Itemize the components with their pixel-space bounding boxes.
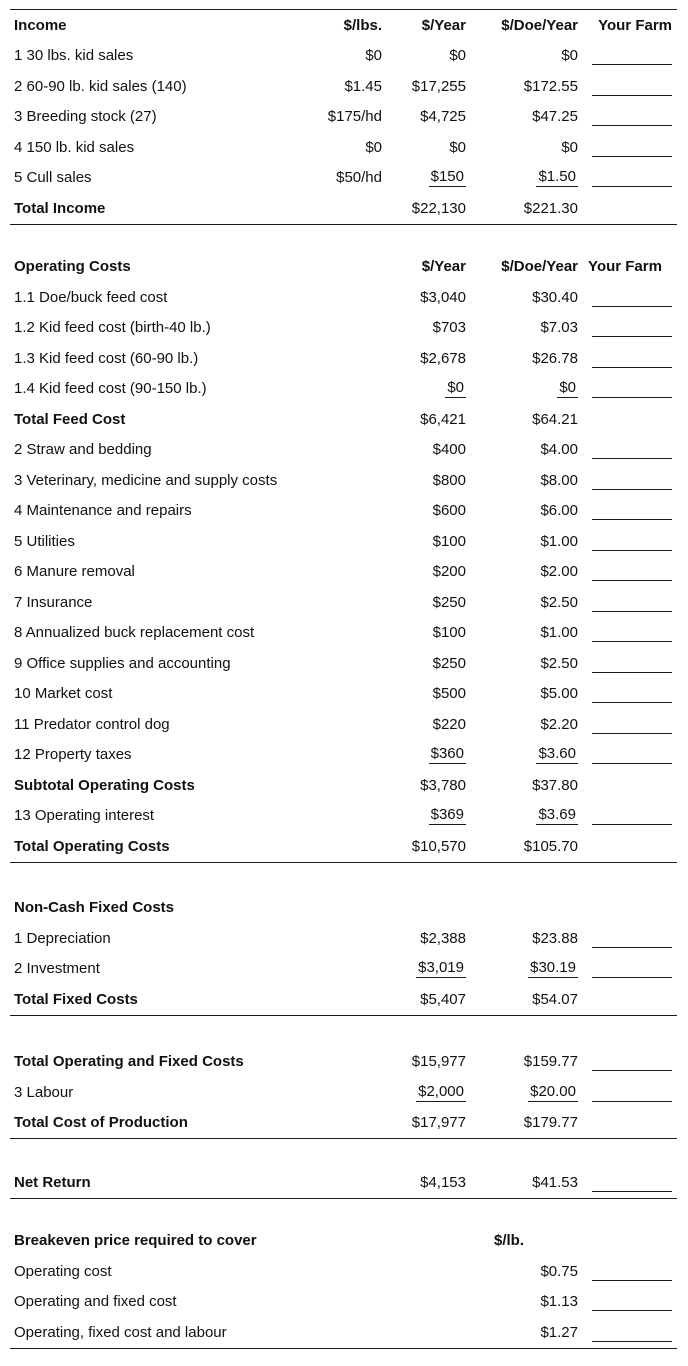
per-year-value [382, 745, 466, 764]
your-farm-blank-line [592, 1280, 672, 1281]
row-label: 1 Depreciation [14, 929, 111, 947]
per-year-value: $2,388 [420, 929, 466, 947]
per-doe-year-value: $7.03 [540, 319, 578, 337]
your-farm-cell [578, 496, 672, 527]
your-farm-cell [578, 618, 672, 649]
row-label: 1.1 Doe/buck feed cost [14, 288, 168, 306]
row-label: 1.3 Kid feed cost (60-90 lb.) [14, 349, 199, 367]
per-doe-year-value [466, 959, 578, 978]
per-doe-year-value: $2.00 [540, 563, 578, 581]
table-row [14, 102, 672, 133]
table-row [14, 1317, 672, 1348]
your-farm-cell [578, 1047, 672, 1078]
your-farm-cell [578, 374, 672, 405]
non-cash-fixed-costs-section [0, 893, 688, 1015]
your-farm-cell [578, 1108, 672, 1139]
table-row [14, 923, 672, 954]
per-doe-year-value: $41.53 [532, 1173, 578, 1191]
per-doe-year-value [466, 168, 578, 187]
per-doe-year-value: $2.20 [540, 715, 578, 733]
row-label: 13 Operating interest [14, 807, 155, 825]
per-lb-value: $50/hd [336, 169, 382, 187]
your-farm-cell [578, 557, 672, 588]
per-lb-value: $0 [365, 138, 382, 156]
per-year-value [382, 379, 466, 398]
row-label: Total Operating Costs [14, 837, 170, 855]
per-year-value: $200 [432, 563, 466, 581]
underlined-value: $3,019 [418, 959, 464, 977]
per-year-value: $2,678 [420, 349, 466, 367]
per-year-value: $3,780 [420, 776, 466, 794]
underlined-value: $369 [430, 806, 464, 824]
row-label: 7 Insurance [14, 593, 93, 611]
underlined-value: $30.19 [530, 959, 576, 977]
underlined-value: $3.60 [538, 745, 576, 763]
your-farm-blank-line [592, 306, 672, 307]
per-doe-year-value: $4.00 [540, 441, 578, 459]
per-year-value: $3,040 [420, 288, 466, 306]
row-label: 3 Breeding stock (27) [14, 108, 157, 126]
row-label: Operating and fixed cost [14, 1293, 177, 1311]
table-row [14, 1256, 672, 1287]
your-farm-blank-line [592, 1101, 672, 1102]
your-farm-cell [578, 313, 672, 344]
table-row [14, 41, 672, 72]
your-farm-cell [578, 954, 672, 985]
your-farm-cell [578, 679, 672, 710]
per-doe-year-value [466, 745, 578, 764]
per-doe-year-value: $37.80 [532, 776, 578, 794]
divider [10, 224, 677, 225]
your-farm-blank-line [592, 1310, 672, 1311]
your-farm-blank-line [592, 611, 672, 612]
table-row [14, 587, 672, 618]
per-year-value: $800 [432, 471, 466, 489]
per-year-value: $10,570 [411, 837, 466, 855]
row-label: Total Income [14, 199, 106, 217]
your-farm-cell [578, 41, 672, 72]
your-farm-cell [578, 1256, 672, 1287]
your-farm-cell [578, 709, 672, 740]
your-farm-cell [578, 801, 672, 832]
divider [10, 862, 677, 863]
breakeven-section-title: Breakeven price required to cover [14, 1232, 257, 1250]
row-label: 10 Market cost [14, 685, 113, 703]
underlined-value: $0 [559, 379, 576, 397]
your-farm-cell [578, 132, 672, 163]
your-farm-cell [578, 1167, 672, 1198]
row-label: 6 Manure removal [14, 563, 135, 581]
per-year-value [382, 806, 466, 825]
your-farm-blank-line [592, 125, 672, 126]
per-year-value: $0 [449, 47, 466, 65]
row-label: Total Operating and Fixed Costs [14, 1053, 244, 1071]
row-label: 2 60-90 lb. kid sales (140) [14, 77, 187, 95]
per-doe-year-value [466, 379, 578, 398]
per-year-value: $17,255 [411, 77, 466, 95]
table-row [14, 313, 672, 344]
your-farm-cell [578, 923, 672, 954]
your-farm-blank-line [592, 397, 672, 398]
your-farm-cell [578, 71, 672, 102]
your-farm-cell [578, 587, 672, 618]
table-row [14, 465, 672, 496]
per-year-value: $4,725 [420, 108, 466, 126]
per-doe-year-value: $6.00 [540, 502, 578, 520]
per-doe-year-value: $2.50 [540, 593, 578, 611]
row-label: Total Feed Cost [14, 410, 126, 428]
per-lb-value: $175/hd [327, 108, 382, 126]
your-farm-cell [578, 343, 672, 374]
your-farm-cell [578, 404, 672, 435]
per-year-value: $0 [449, 138, 466, 156]
per-doe-year-value: $26.78 [532, 349, 578, 367]
per-doe-year-value: $47.25 [532, 108, 578, 126]
table-row [14, 374, 672, 405]
per-year-value: $250 [432, 593, 466, 611]
your-farm-blank-line [592, 733, 672, 734]
column-header-per-doe-year: $/Doe/Year [501, 16, 578, 34]
table-row [14, 132, 672, 163]
per-year-value: $5,407 [420, 990, 466, 1008]
row-label: Subtotal Operating Costs [14, 776, 195, 794]
per-doe-year-value: $0 [561, 47, 578, 65]
per-year-value: $6,421 [420, 410, 466, 428]
your-farm-blank-line [592, 641, 672, 642]
column-header-your-farm: Your Farm [598, 16, 672, 34]
your-farm-blank-line [592, 458, 672, 459]
table-row [14, 984, 672, 1015]
per-doe-year-value: $1.13 [540, 1293, 578, 1311]
per-lb-value: $0 [365, 47, 382, 65]
row-label: Total Fixed Costs [14, 990, 138, 1008]
income-section-title: Income [14, 16, 67, 34]
table-row [14, 831, 672, 862]
row-label: 1 30 lbs. kid sales [14, 47, 134, 65]
your-farm-blank-line [592, 763, 672, 764]
your-farm-cell [578, 893, 672, 924]
your-farm-blank-line [592, 489, 672, 490]
underlined-value: $3.69 [538, 806, 576, 824]
row-label: 9 Office supplies and accounting [14, 654, 231, 672]
your-farm-cell [578, 435, 672, 466]
underlined-value: $2,000 [418, 1082, 464, 1100]
your-farm-cell [578, 282, 672, 313]
row-label: 12 Property taxes [14, 746, 132, 764]
table-row [14, 71, 672, 102]
per-doe-year-value: $23.88 [532, 929, 578, 947]
your-farm-cell [578, 740, 672, 771]
per-year-value: $15,977 [411, 1053, 466, 1071]
your-farm-blank-line [592, 336, 672, 337]
underlined-value: $360 [430, 745, 464, 763]
per-doe-year-value: $1.00 [540, 624, 578, 642]
per-year-value: $500 [432, 685, 466, 703]
per-year-value: $100 [432, 624, 466, 642]
table-row [14, 282, 672, 313]
your-farm-cell [578, 465, 672, 496]
your-farm-cell [578, 1317, 672, 1348]
your-farm-blank-line [592, 580, 672, 581]
row-label: 1.2 Kid feed cost (birth-40 lb.) [14, 319, 211, 337]
table-row [14, 1167, 672, 1198]
per-year-value: $17,977 [411, 1114, 466, 1132]
table-row [14, 740, 672, 771]
your-farm-blank-line [592, 367, 672, 368]
your-farm-cell [578, 526, 672, 557]
per-doe-year-value: $5.00 [540, 685, 578, 703]
table-row [14, 801, 672, 832]
row-label: Operating cost [14, 1262, 112, 1280]
your-farm-cell [578, 1077, 672, 1108]
per-doe-year-value: $105.70 [523, 837, 578, 855]
table-row [14, 496, 672, 527]
underlined-value: $150 [430, 168, 464, 186]
noncash-header-row [14, 893, 672, 924]
row-label: 4 Maintenance and repairs [14, 502, 192, 520]
row-label: 4 150 lb. kid sales [14, 138, 135, 156]
your-farm-cell [578, 984, 672, 1015]
per-doe-year-value: $179.77 [523, 1114, 578, 1132]
underlined-value: $20.00 [530, 1082, 576, 1100]
column-header-per-lb-unit: $/lb. [494, 1232, 525, 1250]
your-farm-cell [578, 831, 672, 862]
row-label: Net Return [14, 1173, 91, 1191]
your-farm-blank-line [592, 824, 672, 825]
column-header-per-year: $/Year [421, 258, 466, 276]
per-doe-year-value: $221.30 [523, 199, 578, 217]
underlined-value: $0 [447, 379, 464, 397]
column-header-your-farm: Your Farm [588, 258, 662, 276]
per-doe-year-value: $0 [561, 138, 578, 156]
breakeven-section [0, 1226, 688, 1348]
column-header-per-year: $/Year [421, 16, 466, 34]
per-doe-year-value: $1.00 [540, 532, 578, 550]
per-doe-year-value: $64.21 [532, 410, 578, 428]
underlined-value: $1.50 [538, 168, 576, 186]
row-label: 5 Cull sales [14, 169, 92, 187]
per-doe-year-value [466, 806, 578, 825]
net-return-section [0, 1167, 688, 1198]
table-row [14, 618, 672, 649]
table-row [14, 1287, 672, 1318]
row-label: 1.4 Kid feed cost (90-150 lb.) [14, 380, 207, 398]
per-year-value [382, 1083, 466, 1102]
per-year-value: $22,130 [411, 199, 466, 217]
income-section [0, 10, 688, 224]
per-doe-year-value: $0.75 [540, 1262, 578, 1280]
your-farm-blank-line [592, 672, 672, 673]
table-row [14, 526, 672, 557]
divider [10, 1198, 677, 1199]
divider [10, 1348, 677, 1349]
per-year-value: $220 [432, 715, 466, 733]
per-year-value: $400 [432, 441, 466, 459]
table-row [14, 770, 672, 801]
row-label: 3 Labour [14, 1083, 74, 1101]
row-label: 11 Predator control dog [14, 715, 170, 733]
table-row [14, 954, 672, 985]
your-farm-blank-line [592, 1341, 672, 1342]
breakeven-header-row [14, 1226, 672, 1257]
your-farm-blank-line [592, 977, 672, 978]
per-year-value: $100 [432, 532, 466, 550]
row-label: Total Cost of Production [14, 1114, 188, 1132]
per-doe-year-value: $1.27 [540, 1323, 578, 1341]
table-row [14, 404, 672, 435]
your-farm-blank-line [592, 519, 672, 520]
per-doe-year-value: $8.00 [540, 471, 578, 489]
table-row [14, 1108, 672, 1139]
your-farm-blank-line [592, 186, 672, 187]
operating-costs-section [0, 252, 688, 862]
per-year-value: $4,153 [420, 1173, 466, 1191]
operating-section-title: Operating Costs [14, 258, 131, 276]
your-farm-cell [578, 1226, 672, 1257]
per-year-value [382, 168, 466, 187]
your-farm-blank-line [592, 1070, 672, 1071]
row-label: Operating, fixed cost and labour [14, 1323, 227, 1341]
noncash-section-title: Non-Cash Fixed Costs [14, 899, 175, 917]
your-farm-blank-line [592, 95, 672, 96]
column-header-per-lb: $/lbs. [343, 16, 382, 34]
your-farm-cell [578, 102, 672, 133]
per-year-value [382, 959, 466, 978]
your-farm-cell [578, 193, 672, 224]
row-label: 2 Investment [14, 960, 100, 978]
row-label: 3 Veterinary, medicine and supply costs [14, 471, 278, 489]
row-label: 2 Straw and bedding [14, 441, 152, 459]
table-row [14, 557, 672, 588]
row-label: 8 Annualized buck replacement cost [14, 624, 255, 642]
table-row [14, 1077, 672, 1108]
row-label: 5 Utilities [14, 532, 75, 550]
operating-header-row [14, 252, 672, 283]
table-row [14, 193, 672, 224]
your-farm-blank-line [592, 702, 672, 703]
your-farm-cell [578, 648, 672, 679]
per-year-value: $250 [432, 654, 466, 672]
your-farm-blank-line [592, 156, 672, 157]
per-doe-year-value: $172.55 [523, 77, 578, 95]
your-farm-blank-line [592, 947, 672, 948]
per-lb-value: $1.45 [344, 77, 382, 95]
table-row [14, 435, 672, 466]
table-row [14, 343, 672, 374]
table-row [14, 648, 672, 679]
per-doe-year-value: $30.40 [532, 288, 578, 306]
per-doe-year-value: $54.07 [532, 990, 578, 1008]
your-farm-cell [578, 163, 672, 194]
divider [10, 1015, 677, 1016]
column-header-per-doe-year: $/Doe/Year [501, 258, 578, 276]
table-row [14, 709, 672, 740]
table-row [14, 679, 672, 710]
your-farm-blank-line [592, 1191, 672, 1192]
per-doe-year-value [466, 1083, 578, 1102]
your-farm-blank-line [592, 550, 672, 551]
income-header-row [14, 10, 672, 41]
your-farm-blank-line [592, 64, 672, 65]
table-row [14, 1047, 672, 1078]
per-year-value: $600 [432, 502, 466, 520]
per-doe-year-value: $159.77 [523, 1053, 578, 1071]
table-row [14, 163, 672, 194]
divider [10, 1138, 677, 1139]
your-farm-cell [578, 770, 672, 801]
per-year-value: $703 [432, 319, 466, 337]
per-doe-year-value: $2.50 [540, 654, 578, 672]
your-farm-cell [578, 1287, 672, 1318]
total-costs-section [0, 1047, 688, 1139]
